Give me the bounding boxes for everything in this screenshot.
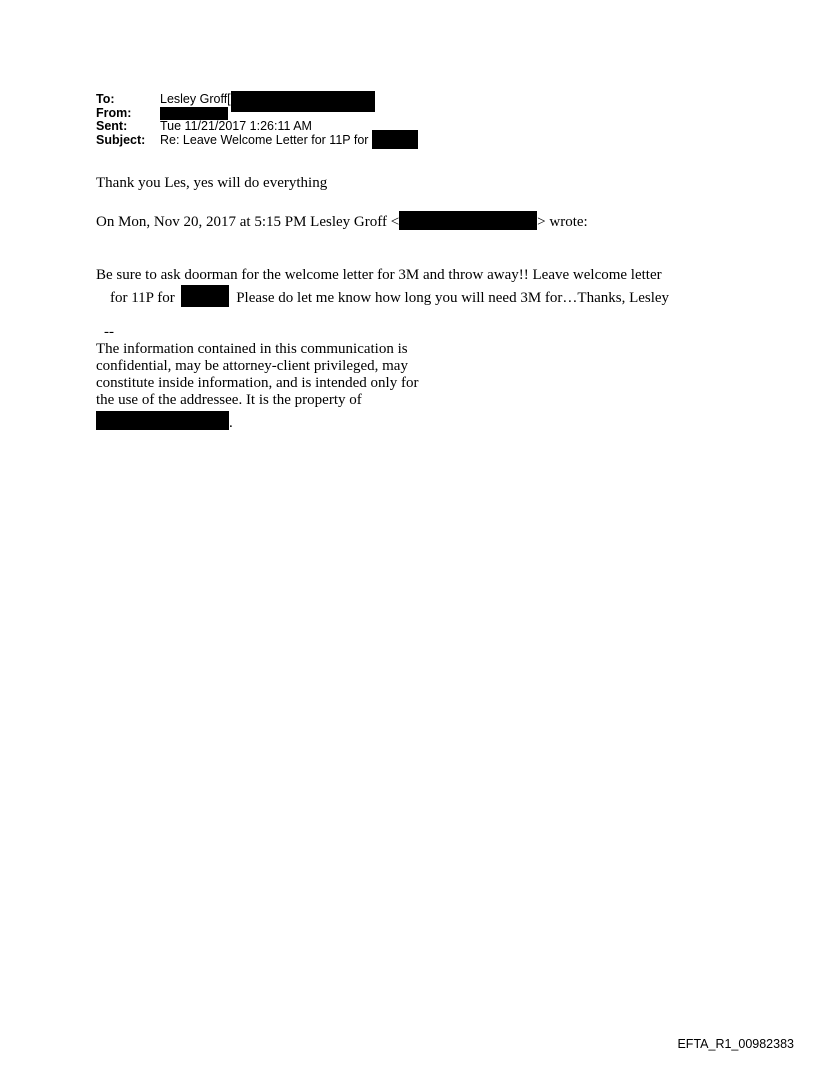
document-id: EFTA_R1_00982383 (677, 1037, 794, 1051)
subject-value: Re: Leave Welcome Letter for 11P for (160, 132, 369, 147)
sent-label: Sent: (96, 119, 128, 133)
subject-label: Subject: (96, 132, 146, 147)
to-label: To: (96, 92, 115, 106)
quoted-line-2 (110, 285, 669, 307)
disclaimer-period: . (229, 415, 233, 431)
redaction-property-owner (96, 411, 229, 430)
sent-value: Tue 11/21/2017 1:26:11 AM (160, 119, 312, 133)
from-label: From: (96, 105, 132, 120)
reply-text: Thank you Les, yes will do everything (96, 175, 328, 191)
subject-row (96, 134, 418, 148)
disclaimer-line-1: The information contained in this communication is (96, 341, 408, 357)
to-value: Lesley Groff (160, 92, 228, 106)
email-header (96, 93, 418, 147)
redaction-quote-email (399, 211, 537, 230)
redaction-from (160, 107, 228, 120)
to-row (96, 93, 418, 107)
quoted-line-2-end: Please do let me know how long you will need 3M for…Thanks, Lesley (236, 290, 670, 306)
disclaimer-line-4: the use of the addressee. It is the property of (96, 392, 362, 408)
disclaimer-line-3: constitute inside information, and is intended only for (96, 375, 419, 391)
to-bracket: [ (227, 92, 231, 106)
redaction-quoted-name (181, 285, 229, 307)
redaction-to-email (231, 91, 375, 112)
redaction-subject (372, 130, 418, 149)
quote-intro-start: On Mon, Nov 20, 2017 at 5:15 PM Lesley Groff < (96, 214, 400, 230)
quoted-line-2-start: for 11P for (110, 290, 175, 306)
quote-intro (96, 211, 588, 231)
quoted-line-1: Be sure to ask doorman for the welcome letter for 3M and throw away!! Leave welcome letter (96, 267, 662, 283)
quote-intro-end: > wrote: (537, 214, 588, 230)
disclaimer-line-5 (96, 411, 233, 432)
disclaimer-line-2: confidential, may be attorney-client privileged, may (96, 358, 408, 374)
sent-row (96, 120, 418, 134)
signature-separator: -- (104, 324, 114, 340)
